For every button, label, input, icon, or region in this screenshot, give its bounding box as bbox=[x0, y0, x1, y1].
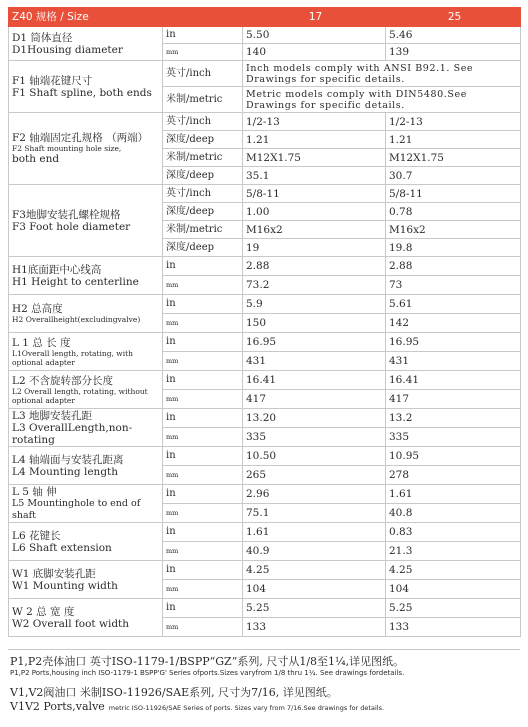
table-row: mm 140 139 bbox=[9, 44, 521, 61]
param-h1: H1底面距中心线高 H1 Height to centerline bbox=[9, 257, 163, 295]
ports-valve-cn: V1,V2阀油口 米制ISO-11926/SAE系列, 尺寸为7/16, 详见图纸。 bbox=[10, 686, 338, 699]
table-row: mm 75.1 40.8 bbox=[9, 504, 521, 523]
table-row: mm 417 417 bbox=[9, 390, 521, 409]
table-row: mm 133 133 bbox=[9, 618, 521, 637]
table-row: F1 轴端花键尺寸 F1 Shaft spline, both ends 英寸/inch Inch models comply with ANSI B92.1. See Drawings for specific details. bbox=[9, 61, 521, 87]
table-row: F2 轴端固定孔规格 （两端） F2 Shaft mounting hole size, both end 英寸/inch 1/2-13 1/2-13 bbox=[9, 113, 521, 131]
table-row: 米制/metric M16x2 M16x2 bbox=[9, 221, 521, 239]
ports-footnote bbox=[8, 649, 520, 720]
table-row: W 2 总 宽 度 W2 Overall foot width in 5.25 5.25 bbox=[9, 599, 521, 618]
table-row: 深度/deep 35.1 30.7 bbox=[9, 167, 521, 185]
f1-metric-note: Metric models comply with DIN5480.See Drawings for specific details. bbox=[243, 87, 521, 113]
param-l3: L3 地脚安装孔距 L3 OverallLength,non-rotating bbox=[9, 409, 163, 447]
ports-valve-en: V1V2 Ports,valve metric ISO-11926/SAE Series of ports. Sizes vary from 7/16.See drawings for details. bbox=[10, 700, 385, 713]
param-l2: L2 不含旋转部分长度 L2 Overall length, rotating, without optional adapter bbox=[9, 371, 163, 409]
param-w2: W 2 总 宽 度 W2 Overall foot width bbox=[9, 599, 163, 637]
table-row: mm 40.9 21.3 bbox=[9, 542, 521, 561]
param-f1: F1 轴端花键尺寸 F1 Shaft spline, both ends bbox=[9, 61, 163, 113]
param-d1: D1 筒体直径 D1Housing diameter bbox=[9, 27, 163, 61]
header-label: Z40 规格 / Size bbox=[9, 8, 163, 27]
header-size-17: 17 bbox=[243, 8, 386, 27]
table-row: 米制/metric M12X1.75 M12X1.75 bbox=[9, 149, 521, 167]
table-row: mm 104 104 bbox=[9, 580, 521, 599]
table-row: D1 筒体直径 D1Housing diameter in 5.50 5.46 bbox=[9, 27, 521, 44]
table-row: 深度/deep 19 19.8 bbox=[9, 239, 521, 257]
header-size-25: 25 bbox=[386, 8, 521, 27]
param-f3: F3地脚安装孔螺栓规格 F3 Foot hole diameter bbox=[9, 185, 163, 257]
table-row: L2 不含旋转部分长度 L2 Overall length, rotating, without optional adapter in 16.41 16.41 bbox=[9, 371, 521, 390]
table-row: 深度/deep 1.21 1.21 bbox=[9, 131, 521, 149]
table-row: mm 150 142 bbox=[9, 314, 521, 333]
table-row: mm 265 278 bbox=[9, 466, 521, 485]
table-row: H2 总高度 H2 Overallheight(excludingvalve) in 5.9 5.61 bbox=[9, 295, 521, 314]
param-w1: W1 底脚安装孔距 W1 Mounting width bbox=[9, 561, 163, 599]
table-row: mm 335 335 bbox=[9, 428, 521, 447]
table-row: L4 轴端面与安装孔距离 L4 Mounting length in 10.50 10.95 bbox=[9, 447, 521, 466]
param-l1: L 1 总 长 度 L1Overall length, rotating, with optional adapter bbox=[9, 333, 163, 371]
f1-inch-note: Inch models comply with ANSI B92.1. See Drawings for specific details. bbox=[243, 61, 521, 87]
table-row: mm 73.2 73 bbox=[9, 276, 521, 295]
spec-table bbox=[8, 7, 521, 637]
ports-housing-cn: P1,P2壳体油口 英寸ISO-1179-1/BSPP“GZ”系列, 尺寸从1/8至1¼,详见图纸。 bbox=[10, 655, 405, 668]
param-f2: F2 轴端固定孔规格 （两端） F2 Shaft mounting hole size, both end bbox=[9, 113, 163, 185]
table-row: mm 431 431 bbox=[9, 352, 521, 371]
param-l5: L 5 轴 伸 L5 Mountinghole to end of shaft bbox=[9, 485, 163, 523]
table-row: W1 底脚安装孔距 W1 Mounting width in 4.25 4.25 bbox=[9, 561, 521, 580]
table-header bbox=[9, 8, 521, 27]
table-row: L 1 总 长 度 L1Overall length, rotating, with optional adapter in 16.95 16.95 bbox=[9, 333, 521, 352]
table-row: L6 花键长 L6 Shaft extension in 1.61 0.83 bbox=[9, 523, 521, 542]
param-l4: L4 轴端面与安装孔距离 L4 Mounting length bbox=[9, 447, 163, 485]
param-h2: H2 总高度 H2 Overallheight(excludingvalve) bbox=[9, 295, 163, 333]
table-row: L3 地脚安装孔距 L3 OverallLength,non-rotating in 13.20 13.2 bbox=[9, 409, 521, 428]
table-row: H1底面距中心线高 H1 Height to centerline in 2.88 2.88 bbox=[9, 257, 521, 276]
ports-housing-en: P1,P2 Ports,housing inch ISO-1179-1 BSPP'G' Series ofports.Sizes varyfrom 1/8 thru 1¼. See drawings fordetails. bbox=[10, 669, 405, 677]
param-l6: L6 花键长 L6 Shaft extension bbox=[9, 523, 163, 561]
table-row: 深度/deep 1.00 0.78 bbox=[9, 203, 521, 221]
table-row: L 5 轴 伸 L5 Mountinghole to end of shaft in 2.96 1.61 bbox=[9, 485, 521, 504]
table-row: 米制/metric Metric models comply with DIN5480.See Drawings for specific details. bbox=[9, 87, 521, 113]
table-row: F3地脚安装孔螺栓规格 F3 Foot hole diameter 英寸/inch 5/8-11 5/8-11 bbox=[9, 185, 521, 203]
